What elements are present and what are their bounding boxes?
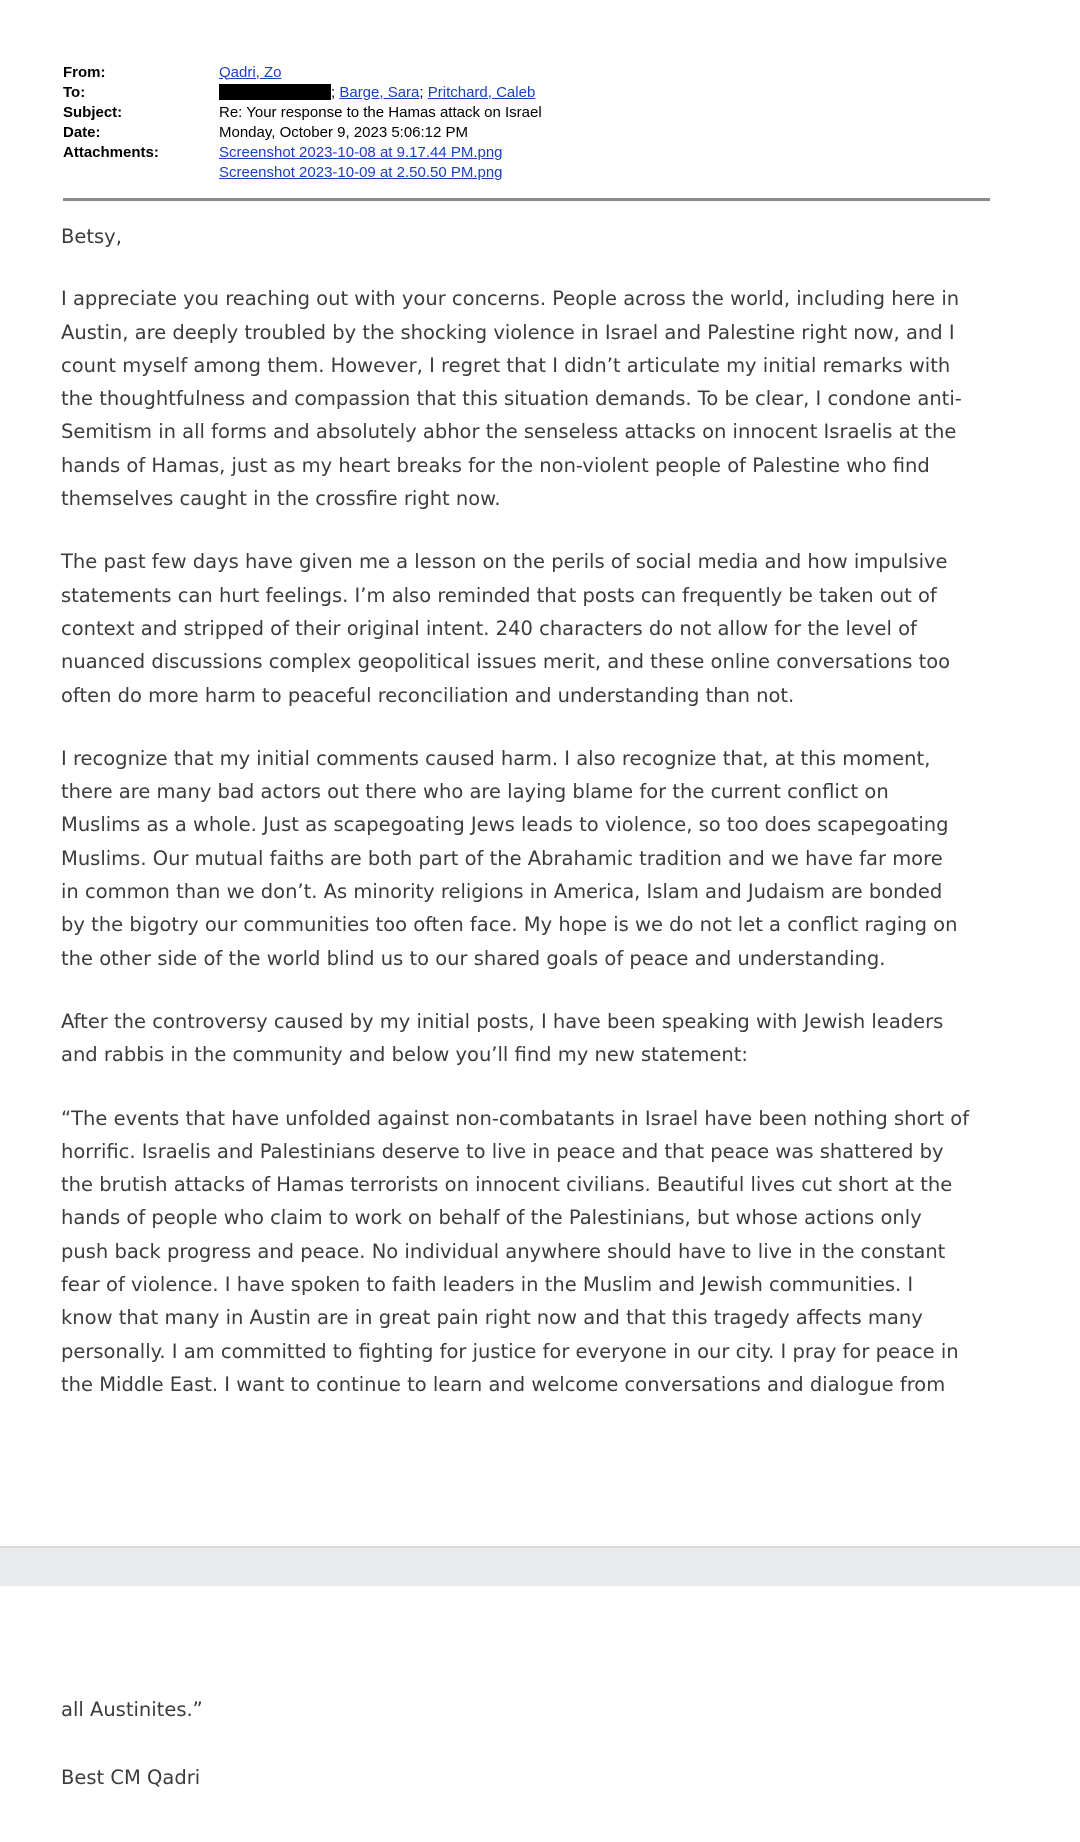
page-break-separator bbox=[0, 1546, 1080, 1586]
p5-line: hands of people who claim to work on behalf of the Palestinians, but whose actions only bbox=[61, 1206, 922, 1230]
p5-line: push back progress and peace. No individual anywhere should have to live in the constant bbox=[61, 1239, 946, 1263]
p3-line: there are many bad actors out there who are laying blame for the current conflict on bbox=[61, 780, 889, 804]
p3-line: I recognize that my initial comments caused harm. I also recognize that, at this moment, bbox=[61, 746, 931, 770]
p2-line: nuanced discussions complex geopolitical issues merit, and these online conversations too bbox=[61, 650, 951, 674]
paragraph-3 bbox=[61, 742, 1001, 975]
p1-line: hands of Hamas, just as my heart breaks for the non-violent people of Palestine who find bbox=[61, 453, 930, 477]
paragraph-1 bbox=[61, 282, 1001, 515]
date-row bbox=[63, 122, 993, 142]
subject-value: Re: Your response to the Hamas attack on Israel bbox=[219, 103, 542, 121]
p1-line: Austin, are deeply troubled by the shocking violence in Israel and Palestine right now, and I bbox=[61, 320, 955, 344]
p2-line: The past few days have given me a lesson on the perils of social media and how impulsive bbox=[61, 550, 948, 574]
statement-continuation: all Austinites.” bbox=[61, 1698, 203, 1721]
p5-line: fear of violence. I have spoken to faith leaders in the Muslim and Jewish communities. I bbox=[61, 1273, 914, 1297]
to-label: To: bbox=[63, 83, 86, 101]
p3-line: by the bigotry our communities too often face. My hope is we do not let a conflict raging on bbox=[61, 913, 958, 937]
p5-line: personally. I am committed to fighting for justice for everyone in our city. I pray for peace in bbox=[61, 1339, 959, 1363]
p4-line: and rabbis in the community and below you’ll find my new statement: bbox=[61, 1043, 748, 1067]
attachment-1[interactable] bbox=[219, 144, 503, 161]
p1-line: the thoughtfulness and compassion that this situation demands. To be clear, I condone anti- bbox=[61, 387, 962, 411]
p4-line: After the controversy caused by my initial posts, I have been speaking with Jewish leaders bbox=[61, 1009, 944, 1033]
from-row bbox=[63, 62, 993, 82]
attachments-row-2 bbox=[63, 162, 993, 182]
p2-line: often do more harm to peaceful reconciliation and understanding than not. bbox=[61, 683, 795, 707]
p1-line: themselves caught in the crossfire right now. bbox=[61, 487, 501, 511]
greeting: Betsy, bbox=[61, 225, 122, 248]
subject-row bbox=[63, 102, 993, 122]
recipient-link-barge[interactable]: Barge, Sara bbox=[339, 83, 420, 101]
p3-line: in common than we don’t. As minority religions in America, Islam and Judaism are bonded bbox=[61, 880, 943, 904]
paragraph-2 bbox=[61, 545, 1001, 711]
attachments-label: Attachments: bbox=[63, 143, 159, 161]
p2-line: statements can hurt feelings. I’m also reminded that posts can frequently be taken out of bbox=[61, 583, 937, 607]
subject-label: Subject: bbox=[63, 103, 123, 121]
p1-line: Semitism in all forms and absolutely abhor the senseless attacks on innocent Israelis at the bbox=[61, 420, 957, 444]
redacted-recipient bbox=[219, 84, 331, 100]
to-value bbox=[219, 84, 535, 101]
p5-line: the brutish attacks of Hamas terrorists on innocent civilians. Beautiful lives cut short at the bbox=[61, 1173, 953, 1197]
from-label: From: bbox=[63, 63, 106, 81]
p3-line: the other side of the world blind us to our shared goals of peace and understanding. bbox=[61, 946, 886, 970]
sender-link[interactable]: Qadri, Zo bbox=[219, 63, 282, 81]
attachment-2[interactable] bbox=[219, 164, 503, 181]
recipient-link-pritchard[interactable]: Pritchard, Caleb bbox=[427, 83, 536, 101]
recipient-separator: ; bbox=[331, 83, 336, 101]
recipient-separator-2: ; bbox=[419, 83, 424, 101]
p2-line: context and stripped of their original intent. 240 characters do not allow for the level of bbox=[61, 616, 917, 640]
p1-line: I appreciate you reaching out with your concerns. People across the world, including here in bbox=[61, 287, 960, 311]
p3-line: Muslims. Our mutual faiths are both part of the Abrahamic tradition and we have far more bbox=[61, 846, 943, 870]
signoff: Best CM Qadri bbox=[61, 1766, 201, 1789]
p5-line: “The events that have unfolded against non-combatants in Israel have been nothing short of bbox=[61, 1106, 970, 1130]
attachment-link-2[interactable]: Screenshot 2023-10-09 at 2.50.50 PM.png bbox=[219, 163, 503, 181]
p5-line: know that many in Austin are in great pain right now and that this tragedy affects many bbox=[61, 1306, 923, 1330]
p3-line: Muslims as a whole. Just as scapegoating Jews leads to violence, so too does scapegoating bbox=[61, 813, 949, 837]
to-row bbox=[63, 82, 993, 102]
paragraph-4 bbox=[61, 1005, 1001, 1072]
p1-line: count myself among them. However, I regret that I didn’t articulate my initial remarks with bbox=[61, 353, 951, 377]
date-label: Date: bbox=[63, 123, 101, 141]
attachments-row bbox=[63, 142, 993, 162]
email-header bbox=[63, 62, 993, 182]
date-value: Monday, October 9, 2023 5:06:12 PM bbox=[219, 123, 469, 141]
p5-line: horrific. Israelis and Palestinians deserve to live in peace and that peace was shattered by bbox=[61, 1139, 944, 1163]
header-divider bbox=[63, 198, 990, 201]
from-value[interactable] bbox=[219, 64, 282, 81]
paragraph-5-statement bbox=[61, 1102, 1001, 1402]
p5-line: the Middle East. I want to continue to learn and welcome conversations and dialogue from bbox=[61, 1372, 946, 1396]
attachment-link-1[interactable]: Screenshot 2023-10-08 at 9.17.44 PM.png bbox=[219, 143, 503, 161]
email-body bbox=[61, 220, 1001, 1401]
